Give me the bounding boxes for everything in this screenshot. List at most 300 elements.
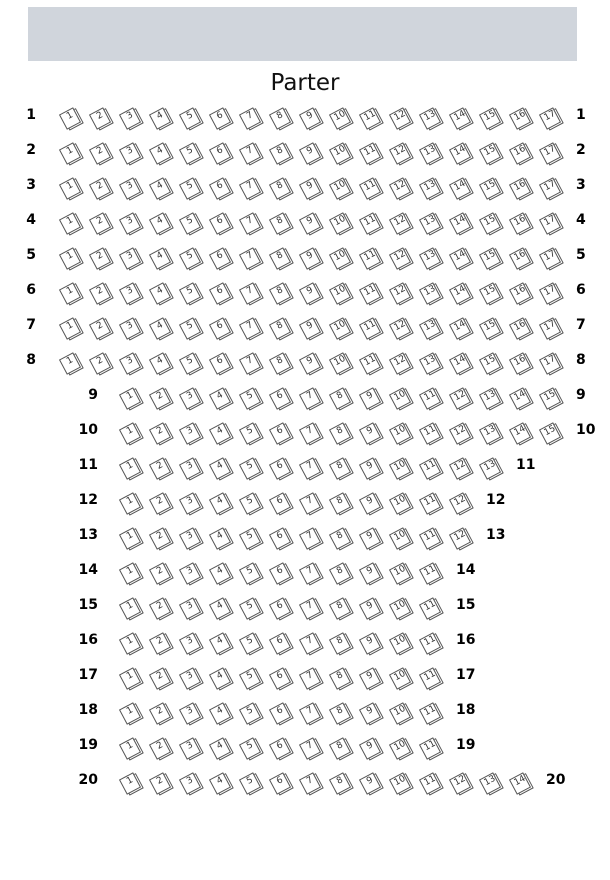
seat[interactable]	[242, 670, 258, 686]
seat[interactable]	[122, 495, 138, 511]
seat[interactable]	[182, 355, 198, 371]
seat[interactable]	[212, 530, 228, 546]
seat[interactable]	[242, 495, 258, 511]
seat[interactable]	[242, 250, 258, 266]
seat[interactable]	[482, 390, 498, 406]
seat[interactable]	[272, 425, 288, 441]
seat[interactable]	[182, 705, 198, 721]
seat[interactable]	[362, 600, 378, 616]
seat[interactable]	[152, 390, 168, 406]
seat[interactable]	[212, 740, 228, 756]
seat[interactable]	[482, 145, 498, 161]
seat[interactable]	[272, 495, 288, 511]
seat[interactable]	[452, 460, 468, 476]
seat[interactable]	[482, 250, 498, 266]
seat[interactable]	[482, 215, 498, 231]
seat[interactable]	[242, 425, 258, 441]
seat[interactable]	[152, 180, 168, 196]
seat[interactable]	[392, 285, 408, 301]
seat[interactable]	[482, 285, 498, 301]
seat[interactable]	[542, 180, 558, 196]
seat[interactable]	[212, 250, 228, 266]
seat[interactable]	[512, 145, 528, 161]
seat[interactable]	[392, 215, 408, 231]
seat[interactable]	[422, 145, 438, 161]
seat[interactable]	[182, 600, 198, 616]
row-label-right: 13	[486, 527, 506, 543]
seat[interactable]	[152, 110, 168, 126]
seat[interactable]	[122, 740, 138, 756]
seat[interactable]	[122, 705, 138, 721]
seat[interactable]	[152, 495, 168, 511]
seat[interactable]	[212, 390, 228, 406]
seat[interactable]	[332, 495, 348, 511]
seat[interactable]	[62, 145, 78, 161]
seat[interactable]	[452, 775, 468, 791]
seat[interactable]	[272, 250, 288, 266]
seat[interactable]	[152, 425, 168, 441]
seat[interactable]	[212, 145, 228, 161]
seat[interactable]	[512, 775, 528, 791]
seat[interactable]	[272, 320, 288, 336]
seat[interactable]	[422, 285, 438, 301]
seat[interactable]	[302, 530, 318, 546]
seat[interactable]	[422, 705, 438, 721]
seat[interactable]	[482, 320, 498, 336]
seat-number: 7	[245, 180, 255, 192]
seat[interactable]	[392, 775, 408, 791]
seat[interactable]	[332, 705, 348, 721]
seat[interactable]	[362, 320, 378, 336]
seat[interactable]	[212, 600, 228, 616]
seat[interactable]	[542, 355, 558, 371]
seat[interactable]	[122, 460, 138, 476]
seat[interactable]	[212, 320, 228, 336]
seat[interactable]	[302, 425, 318, 441]
seat[interactable]	[452, 355, 468, 371]
seat[interactable]	[482, 425, 498, 441]
seat-number: 7	[305, 425, 315, 437]
seat[interactable]	[182, 180, 198, 196]
seat[interactable]	[362, 530, 378, 546]
seat[interactable]	[92, 145, 108, 161]
seat[interactable]	[122, 635, 138, 651]
seat[interactable]	[542, 425, 558, 441]
seat[interactable]	[512, 285, 528, 301]
seat[interactable]	[392, 180, 408, 196]
seat[interactable]	[362, 215, 378, 231]
seat[interactable]	[122, 145, 138, 161]
seat[interactable]	[392, 530, 408, 546]
seat[interactable]	[182, 635, 198, 651]
seat[interactable]	[422, 530, 438, 546]
seat[interactable]	[362, 250, 378, 266]
seat[interactable]	[152, 145, 168, 161]
seat[interactable]	[332, 285, 348, 301]
seat[interactable]	[362, 705, 378, 721]
seat[interactable]	[422, 635, 438, 651]
seat[interactable]	[362, 670, 378, 686]
seat[interactable]	[302, 145, 318, 161]
seat[interactable]	[482, 775, 498, 791]
seat[interactable]	[302, 250, 318, 266]
seat[interactable]	[542, 215, 558, 231]
seat[interactable]	[362, 355, 378, 371]
seat[interactable]	[542, 145, 558, 161]
seat[interactable]	[452, 390, 468, 406]
seat[interactable]	[362, 740, 378, 756]
seat[interactable]	[92, 215, 108, 231]
seat[interactable]	[302, 495, 318, 511]
seat[interactable]	[392, 110, 408, 126]
seat[interactable]	[122, 285, 138, 301]
seat[interactable]	[182, 565, 198, 581]
seat[interactable]	[452, 285, 468, 301]
seat[interactable]	[92, 250, 108, 266]
row-label-right: 17	[456, 667, 476, 683]
seat[interactable]	[272, 600, 288, 616]
seat[interactable]	[92, 110, 108, 126]
seat[interactable]	[152, 320, 168, 336]
seat[interactable]	[452, 530, 468, 546]
seat[interactable]	[152, 355, 168, 371]
seat[interactable]	[212, 355, 228, 371]
seat[interactable]	[182, 145, 198, 161]
seat[interactable]	[152, 670, 168, 686]
seat[interactable]	[422, 565, 438, 581]
seat[interactable]	[242, 285, 258, 301]
seat[interactable]	[422, 740, 438, 756]
seat[interactable]	[92, 180, 108, 196]
seat[interactable]	[122, 250, 138, 266]
seat[interactable]	[332, 565, 348, 581]
seat[interactable]	[242, 355, 258, 371]
seat[interactable]	[332, 460, 348, 476]
seat[interactable]	[542, 250, 558, 266]
seat[interactable]	[452, 495, 468, 511]
seat[interactable]	[542, 110, 558, 126]
seat[interactable]	[212, 495, 228, 511]
seat[interactable]	[272, 775, 288, 791]
seat[interactable]	[422, 215, 438, 231]
seat[interactable]	[332, 740, 348, 756]
seat[interactable]	[392, 355, 408, 371]
seat[interactable]	[122, 565, 138, 581]
seat[interactable]	[242, 180, 258, 196]
seat[interactable]	[332, 670, 348, 686]
seat[interactable]	[422, 425, 438, 441]
seat[interactable]	[392, 705, 408, 721]
seat-number: 8	[335, 740, 345, 752]
seat[interactable]	[272, 740, 288, 756]
seat[interactable]	[302, 285, 318, 301]
seat[interactable]	[62, 180, 78, 196]
seat[interactable]	[332, 390, 348, 406]
seat[interactable]	[302, 635, 318, 651]
seat[interactable]	[332, 110, 348, 126]
seat[interactable]	[542, 285, 558, 301]
seat[interactable]	[152, 635, 168, 651]
seat[interactable]	[422, 320, 438, 336]
seat[interactable]	[302, 705, 318, 721]
seat[interactable]	[242, 740, 258, 756]
seat[interactable]	[392, 495, 408, 511]
seat[interactable]	[422, 390, 438, 406]
seat-number: 1	[125, 740, 135, 752]
seat[interactable]	[512, 250, 528, 266]
seat[interactable]	[302, 460, 318, 476]
seat[interactable]	[272, 705, 288, 721]
seat[interactable]	[302, 565, 318, 581]
seat[interactable]	[242, 600, 258, 616]
seat[interactable]	[362, 145, 378, 161]
seat[interactable]	[152, 600, 168, 616]
seat-number: 10	[332, 248, 348, 264]
seat[interactable]	[452, 110, 468, 126]
seat[interactable]	[362, 180, 378, 196]
seat[interactable]	[452, 180, 468, 196]
seat[interactable]	[422, 495, 438, 511]
seat[interactable]	[272, 635, 288, 651]
seat[interactable]	[122, 110, 138, 126]
seat[interactable]	[242, 635, 258, 651]
seat[interactable]	[122, 425, 138, 441]
seat[interactable]	[452, 145, 468, 161]
seat[interactable]	[392, 635, 408, 651]
seat[interactable]	[242, 705, 258, 721]
seat[interactable]	[152, 740, 168, 756]
seat[interactable]	[182, 110, 198, 126]
seat[interactable]	[62, 250, 78, 266]
seat[interactable]	[122, 670, 138, 686]
seat[interactable]	[302, 670, 318, 686]
seat[interactable]	[242, 320, 258, 336]
seat[interactable]	[332, 425, 348, 441]
seat[interactable]	[392, 390, 408, 406]
seat[interactable]	[302, 740, 318, 756]
seat[interactable]	[242, 390, 258, 406]
seat[interactable]	[392, 145, 408, 161]
seat[interactable]	[332, 215, 348, 231]
seat[interactable]	[62, 285, 78, 301]
seat[interactable]	[362, 285, 378, 301]
seat[interactable]	[272, 145, 288, 161]
seat[interactable]	[302, 215, 318, 231]
seat[interactable]	[272, 215, 288, 231]
seat[interactable]	[452, 320, 468, 336]
seat[interactable]	[332, 600, 348, 616]
seat[interactable]	[242, 530, 258, 546]
seat[interactable]	[362, 460, 378, 476]
seat[interactable]	[362, 495, 378, 511]
seat[interactable]	[332, 145, 348, 161]
seat[interactable]	[362, 635, 378, 651]
seat[interactable]	[212, 775, 228, 791]
seat[interactable]	[422, 600, 438, 616]
seat[interactable]	[452, 215, 468, 231]
seat[interactable]	[272, 460, 288, 476]
seat[interactable]	[212, 565, 228, 581]
seat[interactable]	[482, 110, 498, 126]
seat[interactable]	[242, 565, 258, 581]
seat[interactable]	[272, 180, 288, 196]
seat[interactable]	[152, 250, 168, 266]
seat[interactable]	[182, 390, 198, 406]
row-label-left: 10	[78, 422, 98, 438]
seat[interactable]	[62, 355, 78, 371]
seat[interactable]	[212, 285, 228, 301]
seat[interactable]	[212, 180, 228, 196]
seat[interactable]	[362, 775, 378, 791]
seat[interactable]	[512, 110, 528, 126]
seat[interactable]	[482, 180, 498, 196]
seat[interactable]	[212, 215, 228, 231]
seat[interactable]	[272, 355, 288, 371]
seat[interactable]	[122, 215, 138, 231]
seat[interactable]	[152, 285, 168, 301]
seat[interactable]	[332, 180, 348, 196]
seat[interactable]	[512, 215, 528, 231]
seat[interactable]	[542, 320, 558, 336]
seat[interactable]	[92, 285, 108, 301]
seat[interactable]	[272, 110, 288, 126]
seat-number: 7	[245, 250, 255, 262]
seat[interactable]	[182, 670, 198, 686]
seat[interactable]	[482, 355, 498, 371]
seat[interactable]	[62, 110, 78, 126]
seat[interactable]	[242, 460, 258, 476]
seat[interactable]	[272, 530, 288, 546]
seat[interactable]	[242, 110, 258, 126]
seat[interactable]	[452, 425, 468, 441]
seat[interactable]	[182, 460, 198, 476]
seat[interactable]	[362, 565, 378, 581]
seat[interactable]	[302, 600, 318, 616]
seat[interactable]	[212, 460, 228, 476]
seat[interactable]	[152, 530, 168, 546]
seat[interactable]	[152, 215, 168, 231]
seat[interactable]	[392, 740, 408, 756]
seat-number: 6	[275, 635, 285, 647]
seat[interactable]	[212, 635, 228, 651]
seat[interactable]	[332, 635, 348, 651]
seat-number: 4	[215, 740, 225, 752]
seat-number: 16	[512, 108, 528, 124]
seat[interactable]	[422, 250, 438, 266]
seat-number: 11	[362, 213, 378, 229]
seat[interactable]	[182, 215, 198, 231]
seat[interactable]	[302, 355, 318, 371]
seat[interactable]	[422, 775, 438, 791]
seat[interactable]	[332, 775, 348, 791]
seat[interactable]	[512, 390, 528, 406]
seat[interactable]	[62, 215, 78, 231]
seat[interactable]	[452, 250, 468, 266]
seat[interactable]	[212, 670, 228, 686]
seat[interactable]	[392, 670, 408, 686]
seat[interactable]	[332, 250, 348, 266]
seat[interactable]	[302, 320, 318, 336]
seat[interactable]	[182, 495, 198, 511]
seat[interactable]	[302, 110, 318, 126]
seat[interactable]	[392, 460, 408, 476]
seat[interactable]	[122, 530, 138, 546]
seat[interactable]	[242, 775, 258, 791]
seat[interactable]	[152, 460, 168, 476]
seat[interactable]	[422, 110, 438, 126]
seat[interactable]	[332, 530, 348, 546]
seat[interactable]	[152, 775, 168, 791]
seat[interactable]	[512, 425, 528, 441]
seat[interactable]	[422, 670, 438, 686]
seat[interactable]	[122, 775, 138, 791]
seat[interactable]	[362, 390, 378, 406]
seat[interactable]	[392, 425, 408, 441]
seat[interactable]	[212, 110, 228, 126]
seat[interactable]	[392, 565, 408, 581]
seat[interactable]	[182, 530, 198, 546]
seat[interactable]	[542, 390, 558, 406]
seat[interactable]	[182, 775, 198, 791]
seat[interactable]	[182, 740, 198, 756]
seat[interactable]	[92, 320, 108, 336]
seat[interactable]	[422, 180, 438, 196]
seat[interactable]	[512, 355, 528, 371]
seat[interactable]	[62, 320, 78, 336]
seat[interactable]	[152, 565, 168, 581]
seat[interactable]	[392, 600, 408, 616]
seat[interactable]	[182, 285, 198, 301]
seat[interactable]	[272, 285, 288, 301]
seat[interactable]	[242, 145, 258, 161]
seat[interactable]	[182, 320, 198, 336]
row-label-right: 16	[456, 632, 476, 648]
seat[interactable]	[512, 180, 528, 196]
seat-number: 7	[305, 740, 315, 752]
seat[interactable]	[302, 390, 318, 406]
seat[interactable]	[332, 320, 348, 336]
seat[interactable]	[92, 355, 108, 371]
seat[interactable]	[392, 250, 408, 266]
seat[interactable]	[182, 250, 198, 266]
seat[interactable]	[122, 180, 138, 196]
seat[interactable]	[362, 425, 378, 441]
seat[interactable]	[392, 320, 408, 336]
seat[interactable]	[302, 775, 318, 791]
seat[interactable]	[122, 355, 138, 371]
seat[interactable]	[182, 425, 198, 441]
seat[interactable]	[332, 355, 348, 371]
seat[interactable]	[122, 320, 138, 336]
seat[interactable]	[212, 705, 228, 721]
seat-number: 8	[335, 635, 345, 647]
seat[interactable]	[362, 110, 378, 126]
seat[interactable]	[272, 670, 288, 686]
seat[interactable]	[422, 355, 438, 371]
seat[interactable]	[512, 320, 528, 336]
seat-number: 5	[185, 180, 195, 192]
seat[interactable]	[422, 460, 438, 476]
seat[interactable]	[272, 390, 288, 406]
seat[interactable]	[482, 460, 498, 476]
seat[interactable]	[302, 180, 318, 196]
seat[interactable]	[242, 215, 258, 231]
seat[interactable]	[152, 705, 168, 721]
seat[interactable]	[212, 425, 228, 441]
seat[interactable]	[122, 390, 138, 406]
seat[interactable]	[272, 565, 288, 581]
seat[interactable]	[122, 600, 138, 616]
